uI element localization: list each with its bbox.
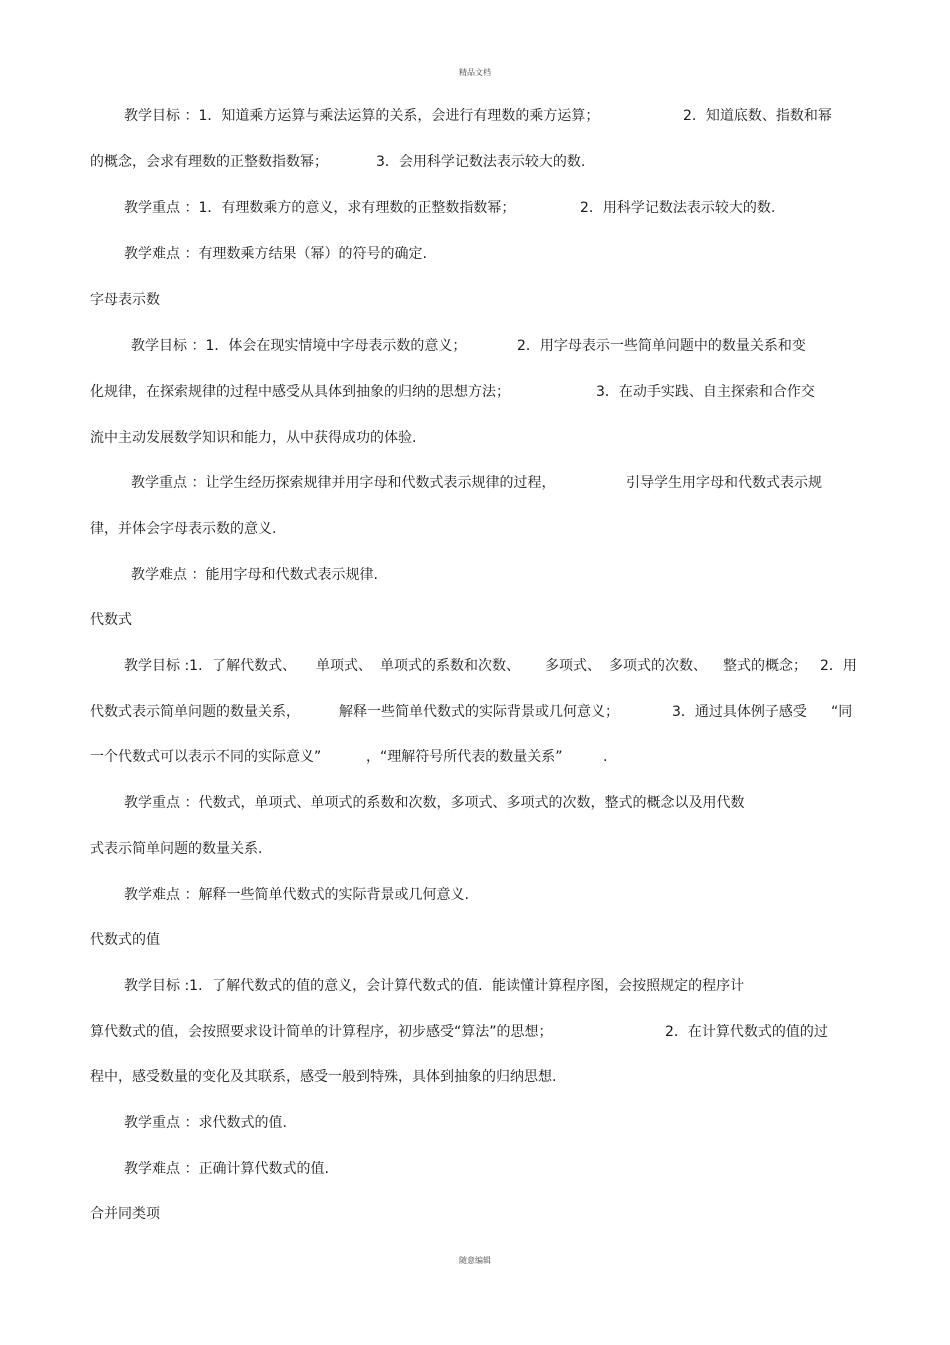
text-line bbox=[380, 657, 520, 675]
text-segment: 2．在计算代数式的值的过 bbox=[665, 1024, 828, 1040]
text-line bbox=[124, 199, 515, 217]
text-line bbox=[366, 748, 563, 766]
text-line bbox=[90, 429, 416, 447]
text-line bbox=[723, 657, 807, 675]
text-line bbox=[90, 703, 300, 721]
text-segment: 单项式、 bbox=[316, 658, 372, 674]
text-segment: 解释一些简单代数式的实际背景或几何意义； bbox=[339, 704, 619, 720]
text-segment: 3．会用科学记数法表示较大的数. bbox=[376, 154, 586, 170]
text-line bbox=[124, 245, 427, 263]
text-segment: 3．通过具体例子感受 bbox=[672, 704, 807, 720]
text-segment: 整式的概念； bbox=[723, 658, 807, 674]
text-segment: 律，并体会字母表示数的意义. bbox=[90, 521, 277, 537]
text-line bbox=[90, 383, 510, 401]
page-footer: 随意编辑 bbox=[459, 1256, 491, 1265]
text-line bbox=[580, 199, 775, 217]
text-line bbox=[339, 703, 619, 721]
text-segment: 2．用字母表示一些简单问题中的数量关系和变 bbox=[517, 338, 806, 354]
text-segment: 教学重点 ：代数式，单项式、单项式的系数和次数，多项式、多项式的次数，整式的概念以及用代数 bbox=[124, 795, 745, 811]
text-line bbox=[90, 520, 276, 538]
text-line bbox=[90, 1023, 553, 1041]
text-line bbox=[683, 107, 832, 125]
text-segment: 教学难点 ：正确计算代数式的值. bbox=[124, 1161, 329, 1177]
text-line bbox=[131, 474, 555, 492]
text-line bbox=[124, 1114, 287, 1132]
text-segment: 引导学生用字母和代数式表示规 bbox=[626, 475, 822, 491]
text-line bbox=[124, 794, 744, 812]
section-heading: 字母表示数 bbox=[90, 292, 160, 308]
text-line bbox=[596, 383, 815, 401]
text-segment: . bbox=[603, 749, 608, 765]
text-line bbox=[626, 474, 822, 492]
text-line bbox=[609, 657, 707, 675]
text-line bbox=[124, 657, 296, 675]
text-line bbox=[131, 337, 466, 355]
section-heading: 代数式的值 bbox=[90, 932, 160, 948]
text-segment: 教学难点 ：有理数乘方结果（幂）的符号的确定. bbox=[124, 246, 427, 262]
text-segment: 3．在动手实践、自主探索和合作交 bbox=[596, 384, 815, 400]
text-segment: 化规律，在探索规律的过程中感受从具体到抽象的归纳的思想方法； bbox=[90, 384, 510, 400]
text-segment: 多项式的次数、 bbox=[609, 658, 707, 674]
text-segment: 2．用科学记数法表示较大的数. bbox=[580, 200, 776, 216]
text-segment: 教学目标 :1．了解代数式、 bbox=[124, 658, 297, 674]
text-line bbox=[545, 657, 601, 675]
text-segment: 单项式的系数和次数、 bbox=[380, 658, 520, 674]
text-segment: 教学难点 ：能用字母和代数式表示规律. bbox=[131, 567, 378, 583]
text-segment: 一个代数式可以表示不同的实际意义” bbox=[90, 749, 322, 765]
text-line bbox=[90, 1068, 556, 1086]
text-line bbox=[124, 977, 744, 995]
text-segment: 程中，感受数量的变化及其联系，感受一般到特殊，具体到抽象的归纳思想. bbox=[90, 1069, 557, 1085]
text-segment: 2．用 bbox=[820, 658, 857, 674]
page-header: 精品文档 bbox=[459, 68, 491, 77]
text-segment: 教学难点 ：解释一些简单代数式的实际背景或几何意义. bbox=[124, 887, 469, 903]
text-segment: 教学重点 ：1．有理数乘方的意义，求有理数的正整数指数幂； bbox=[124, 200, 516, 216]
text-line bbox=[665, 1023, 828, 1041]
text-segment: 教学重点 ：求代数式的值. bbox=[124, 1115, 287, 1131]
text-segment: 流中主动发展数学知识和能力，从中获得成功的体验. bbox=[90, 430, 417, 446]
text-line bbox=[603, 748, 607, 766]
section-heading: 代数式 bbox=[90, 612, 132, 628]
text-segment: 教学目标 :1．了解代数式的值的意义，会计算代数式的值．能读懂计算程序图，会按照规定的程序计 bbox=[124, 978, 745, 994]
text-segment: 教学目标 ：1．知道乘方运算与乘法运算的关系，会进行有理数的乘方运算； bbox=[124, 108, 600, 124]
text-line bbox=[90, 840, 262, 858]
text-line bbox=[124, 107, 599, 125]
text-segment: 的概念，会求有理数的正整数指数幂； bbox=[90, 154, 328, 170]
text-line bbox=[820, 657, 857, 675]
text-segment: 算代数式的值，会按照要求设计简单的计算程序，初步感受“算法”的思想； bbox=[90, 1024, 553, 1040]
text-segment: 教学目标 ：1．体会在现实情境中字母表示数的意义； bbox=[131, 338, 467, 354]
text-segment: 多项式、 bbox=[545, 658, 601, 674]
text-line bbox=[90, 748, 321, 766]
text-line bbox=[124, 886, 469, 904]
text-line bbox=[672, 703, 807, 721]
text-line bbox=[316, 657, 372, 675]
text-segment: 2．知道底数、指数和幂 bbox=[683, 108, 832, 124]
text-segment: “同 bbox=[831, 704, 853, 720]
text-line bbox=[376, 153, 585, 171]
text-line bbox=[131, 566, 378, 584]
text-segment: 教学重点 ：让学生经历探索规律并用字母和代数式表示规律的过程， bbox=[131, 475, 556, 491]
text-segment: 式表示简单问题的数量关系. bbox=[90, 841, 263, 857]
text-line bbox=[517, 337, 806, 355]
text-line bbox=[90, 153, 328, 171]
text-segment: 代数式表示简单问题的数量关系， bbox=[90, 704, 300, 720]
text-line bbox=[124, 1160, 329, 1178]
text-segment: ，“理解符号所代表的数量关系” bbox=[366, 749, 563, 765]
text-line bbox=[831, 703, 852, 721]
section-heading: 合并同类项 bbox=[90, 1206, 160, 1222]
